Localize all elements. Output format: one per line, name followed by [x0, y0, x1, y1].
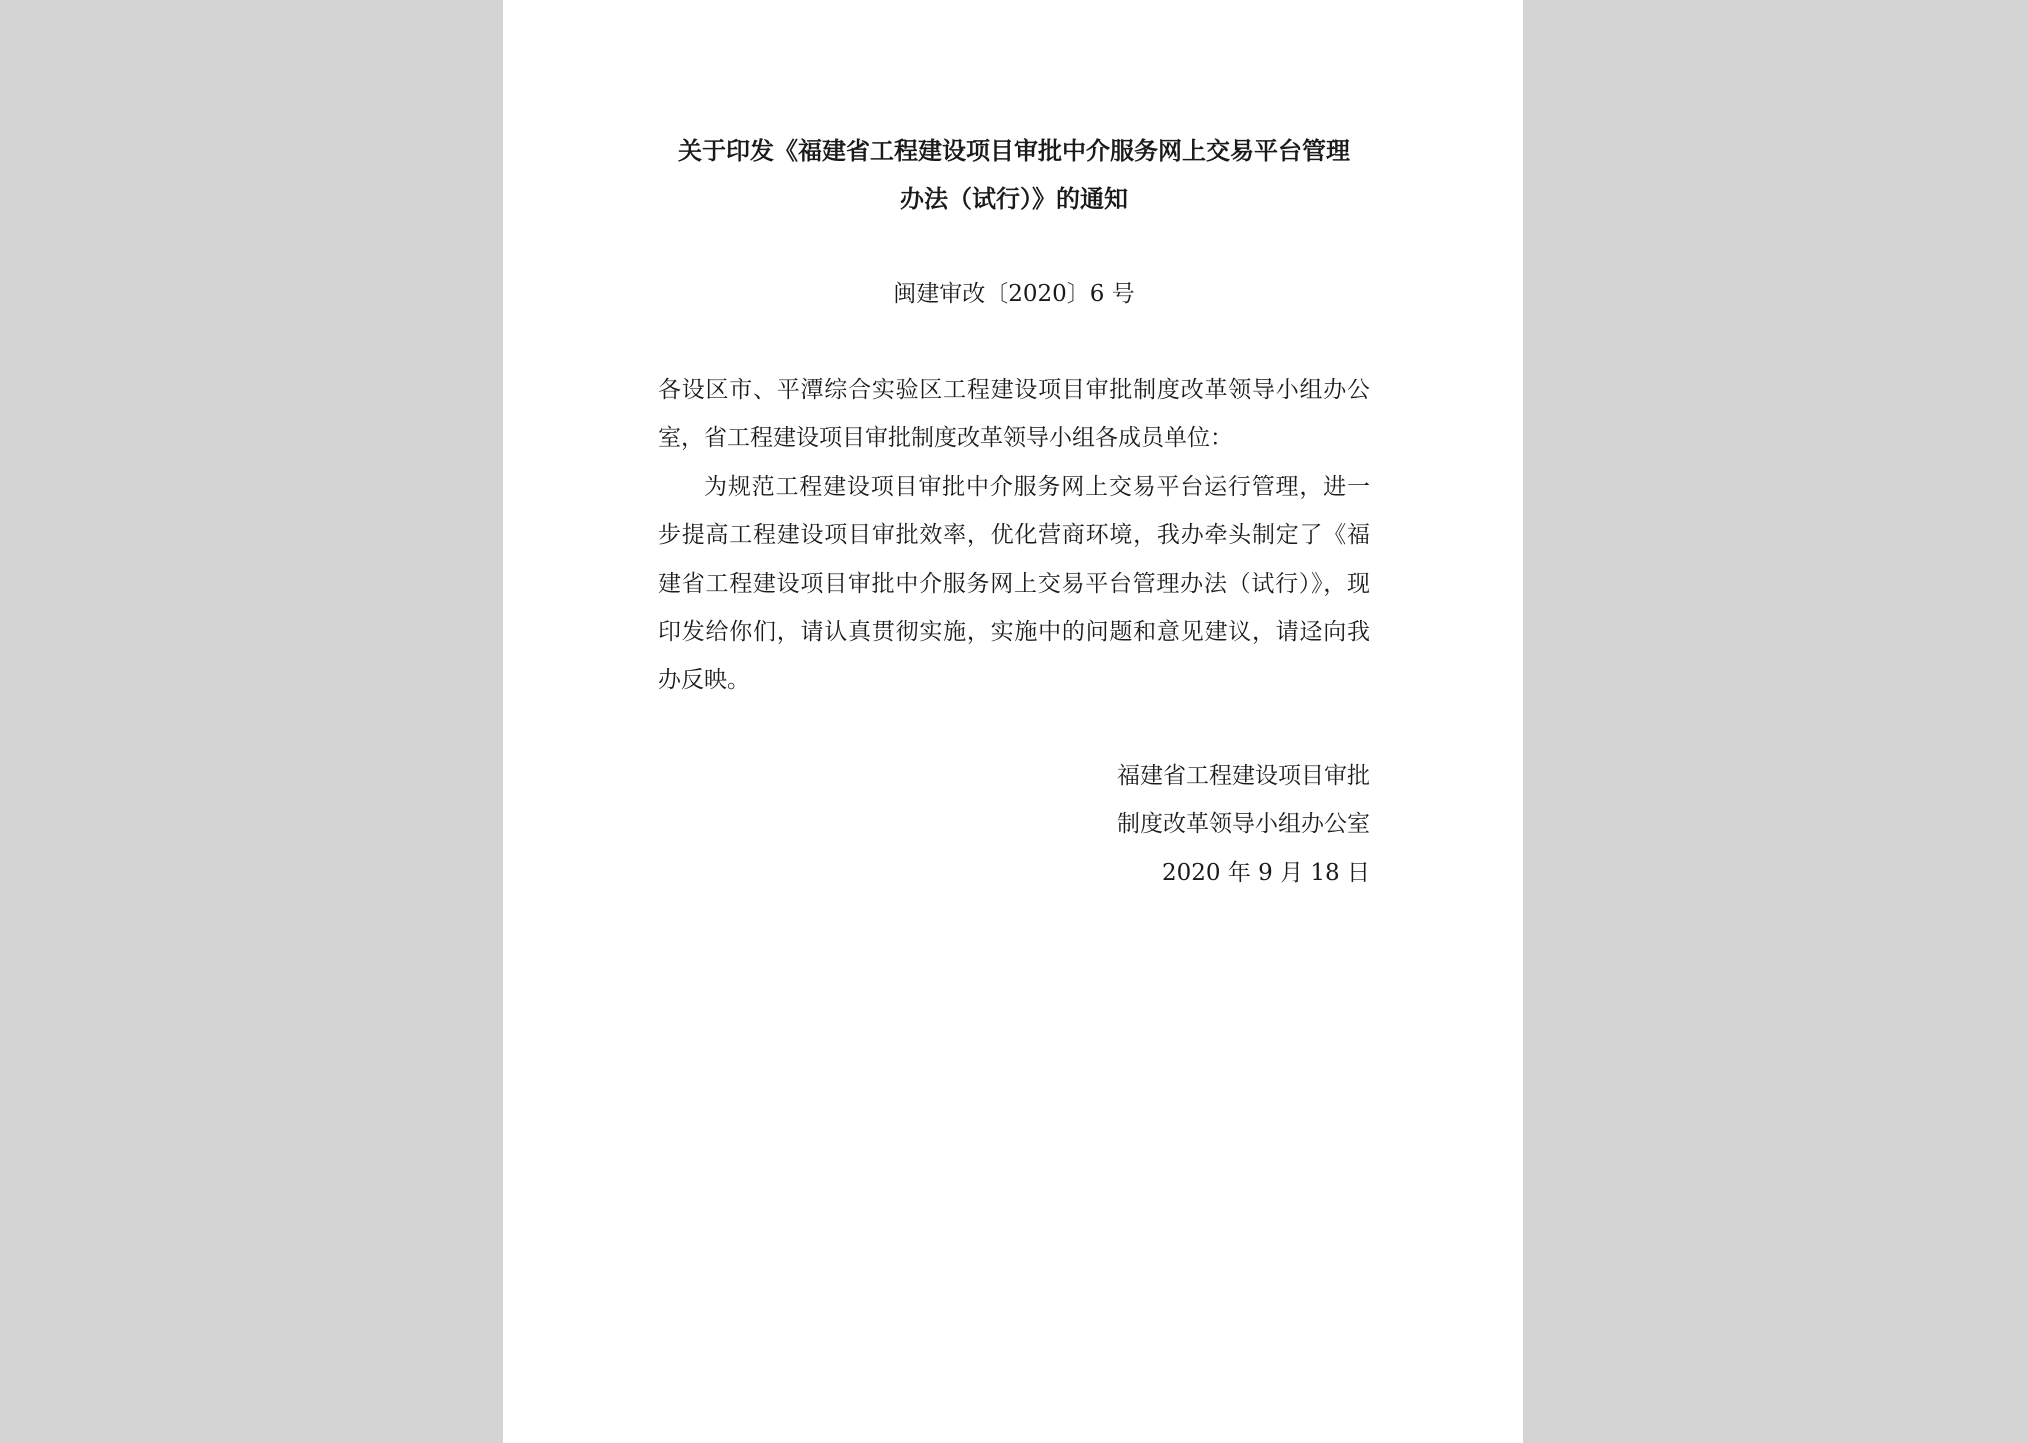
addressee-paragraph: 各设区市、平潭综合实验区工程建设项目审批制度改革领导小组办公室，省工程建设项目审批制度改革领导小组各成员单位： [658, 377, 1370, 452]
document-page [503, 0, 1523, 1443]
signature-block [658, 752, 1370, 897]
document-number: 闽建审改〔2020〕6 号 [893, 281, 1135, 307]
document-body [658, 366, 1370, 705]
issuer-line-2: 制度改革领导小组办公室 [1117, 811, 1370, 838]
title-line-2: 办法（试行）》的通知 [900, 184, 1128, 213]
main-paragraph: 为规范工程建设项目审批中介服务网上交易平台运行管理，进一步提高工程建设项目审批效率，优化营商环境，我办牵头制定了《福建省工程建设项目审批中介服务网上交易平台管理办法（试行）》，现印发给你们，请认真贯彻实施，实施中的问题和意见建议，请迳向我办反映。 [658, 473, 1370, 694]
title-line-1: 关于印发《福建省工程建设项目审批中介服务网上交易平台管理 [678, 136, 1350, 165]
issue-date: 2020 年 9 月 18 日 [1162, 859, 1370, 886]
issuer-line-1: 福建省工程建设项目审批 [1117, 763, 1370, 789]
document-title [658, 127, 1370, 223]
